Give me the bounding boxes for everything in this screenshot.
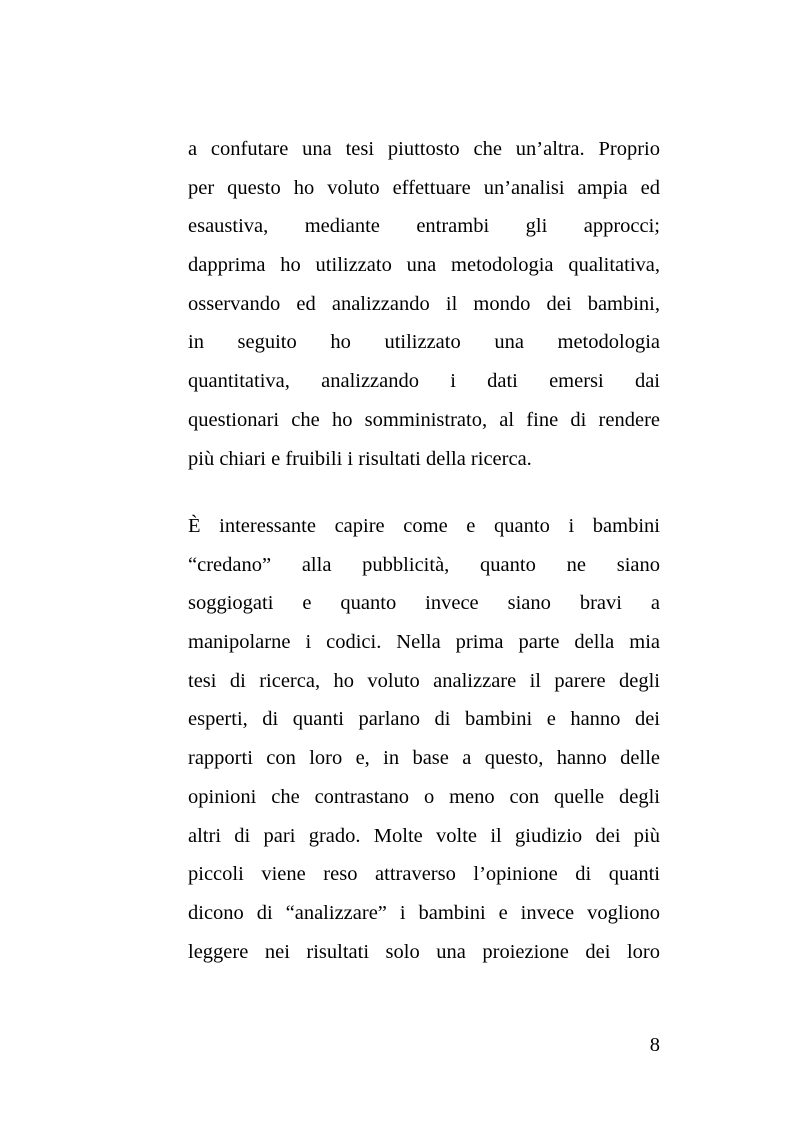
paragraph-line: dicono di “analizzare” i bambini e invece vogliono	[188, 901, 660, 924]
paragraph-line: piccoli viene reso attraverso l’opinione di quanti	[188, 863, 660, 886]
paragraph-line: per questo ho voluto effettuare un’analisi ampia ed	[188, 176, 660, 199]
paragraph-line: soggiogati e quanto invece siano bravi a	[188, 592, 660, 615]
paragraph-line: altri di pari grado. Molte volte il giudizio dei più	[188, 824, 660, 847]
paragraph-line: esaustiva, mediante entrambi gli approcci;	[188, 215, 660, 238]
paragraph-1	[188, 130, 660, 478]
page-number: 8	[649, 1034, 660, 1056]
paragraph-line: in seguito ho utilizzato una metodologia	[188, 331, 660, 354]
paragraph-line: rapporti con loro e, in base a questo, hanno delle	[188, 747, 660, 770]
paragraph-line: dapprima ho utilizzato una metodologia qualitativa,	[188, 254, 660, 277]
paragraph-line: più chiari e fruibili i risultati della ricerca.	[188, 447, 532, 470]
paragraph-line: leggere nei risultati solo una proiezione dei loro	[188, 940, 660, 963]
paragraph-line: È interessante capire come e quanto i bambini	[188, 515, 660, 537]
paragraph-line: tesi di ricerca, ho voluto analizzare il parere degli	[188, 669, 660, 692]
paragraph-line: a confutare una tesi piuttosto che un’altra. Proprio	[188, 138, 660, 160]
paragraph-line: manipolarne i codici. Nella prima parte della mia	[188, 631, 660, 654]
paragraph-line: questionari che ho somministrato, al fine di rendere	[188, 408, 660, 431]
paragraph-line: osservando ed analizzando il mondo dei bambini,	[188, 292, 660, 315]
paragraph-line: “credano” alla pubblicità, quanto ne siano	[188, 553, 660, 576]
paragraph-line: esperti, di quanti parlano di bambini e hanno dei	[188, 708, 660, 731]
paragraph-2	[188, 507, 660, 971]
paragraph-line: quantitativa, analizzando i dati emersi dai	[188, 370, 660, 393]
paragraph-line: opinioni che contrastano o meno con quelle degli	[188, 785, 660, 808]
